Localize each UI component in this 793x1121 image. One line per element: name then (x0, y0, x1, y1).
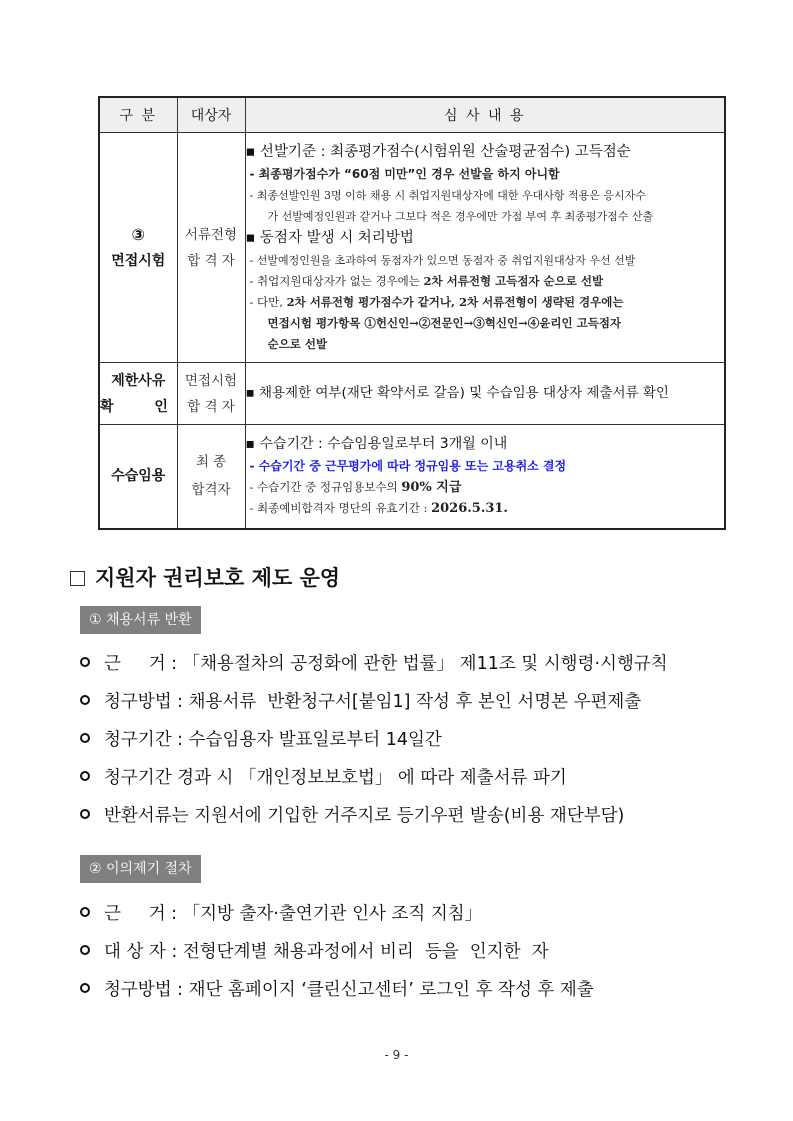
row-content (245, 133, 725, 363)
list-item (80, 728, 442, 752)
content-line (246, 250, 725, 271)
section-heading (70, 562, 340, 592)
circle-bullet-icon (80, 657, 90, 667)
header-category: 구 분 (99, 97, 177, 133)
review-table (98, 96, 726, 530)
header-content: 심 사 내 용 (245, 97, 725, 133)
line-bold: 90% 지급 (401, 480, 462, 496)
header-target: 대상자 (177, 97, 245, 133)
content-line: 면접시험 평가항목 ①헌신인→②전문인→③혁신인→④윤리인 고득점자 (267, 315, 622, 330)
content-line: ▪ 채용제한 여부(재단 확약서로 갈음) 및 수습임용 대상자 제출서류 확인 (245, 385, 669, 401)
list-item (80, 690, 641, 714)
checkbox-square-icon (70, 571, 85, 586)
content-line: ▪ 선발기준 : 최종평가점수(시험위원 산술평균점수) 고득점순 (245, 143, 631, 160)
circle-bullet-icon (80, 809, 90, 819)
list-item (80, 804, 624, 828)
list-item (80, 652, 668, 676)
target-line: 합 격 자 (187, 252, 235, 269)
content-line: ▪ 수습기간 : 수습임용일로부터 3개월 이내 (245, 436, 508, 453)
list-item (80, 978, 594, 1002)
target-line: 최 종 (195, 454, 227, 471)
item-text: 청구기간 : 수습임용자 발표일로부터 14일간 (104, 730, 442, 750)
line-bold: 2차 서류전형 고득점자 순으로 선발 (423, 273, 604, 288)
target-line: 면접시험 (184, 372, 238, 389)
circle-bullet-icon (80, 771, 90, 781)
line-text: - 다만, (249, 294, 287, 309)
target-line: 합격자 (191, 482, 231, 499)
circle-bullet-icon (80, 733, 90, 743)
line-text: - 최종예비합격자 명단의 유효기간 : (249, 501, 432, 516)
subsection-tag: ① 채용서류 반환 (80, 606, 201, 634)
content-line: - 수습기간 중 근무평가에 따라 정규임용 또는 고용취소 결정 (249, 459, 567, 474)
item-text: 청구방법 : 채용서류 반환청구서[붙임1] 작성 후 본인 서명본 우편제출 (104, 692, 642, 712)
list-item (80, 902, 482, 926)
list-item (80, 940, 549, 964)
line-bold: 2026.5.31. (431, 501, 508, 517)
content-line (246, 498, 725, 519)
table-row (99, 363, 725, 425)
content-line (246, 477, 725, 498)
circle-bullet-icon (80, 907, 90, 917)
row-category (99, 425, 177, 529)
subsection-tag: ② 이의제기 절차 (80, 855, 201, 883)
item-text: 근 거 : 「지방 출자·출연기관 인사 조직 지침」 (104, 904, 483, 924)
line-text: - 선발예정인원을 초과하여 동점자가 있으면 동점자 중 취업지원대상자 우선 선발 (249, 253, 636, 267)
content-line (246, 271, 725, 292)
row-target (177, 133, 245, 363)
table-row (99, 425, 725, 529)
content-line (246, 292, 725, 313)
category-line: 수습임용 (111, 468, 166, 485)
category-line: ③ (131, 224, 146, 244)
item-text: 대 상 자 : 전형단계별 채용과정에서 비리 등을 인지한 자 (104, 942, 549, 962)
list-item (80, 766, 567, 790)
row-category (99, 363, 186, 425)
content-line: 가 선발예정인원과 같거나 그보다 적은 경우에만 가점 부여 후 최종평가점수 산출 (267, 209, 654, 223)
row-content (245, 425, 725, 529)
category-line: 면접시험 (111, 252, 166, 269)
line-text: - 취업지원대상자가 없는 경우에는 (249, 273, 424, 288)
circle-bullet-icon (80, 983, 90, 993)
section-title: 지원자 권리보호 제도 운영 (95, 566, 341, 590)
row-target (177, 363, 245, 425)
item-text: 청구기간 경과 시 「개인정보보호법」 에 따라 제출서류 파기 (104, 768, 567, 788)
item-text: 청구방법 : 재단 홈페이지 ‘클린신고센터’ 로그인 후 작성 후 제출 (104, 980, 594, 1000)
content-line: ▪ 동점자 발생 시 처리방법 (245, 229, 414, 246)
item-text: 반환서류는 지원서에 기입한 거주지로 등기우편 발송(비용 재단부담) (104, 806, 625, 826)
circle-bullet-icon (80, 695, 90, 705)
target-line: 서류전형 (184, 226, 238, 243)
page-number: - 9 - (384, 1048, 409, 1062)
line-text: - 수습기간 중 정규임용보수의 (249, 480, 402, 495)
content-line: 순으로 선발 (267, 336, 328, 351)
row-content (245, 363, 725, 425)
content-line: - 최종선발인원 3명 이하 채용 시 취업지원대상자에 대한 우대사항 적용은 응시자수 (249, 188, 646, 202)
content-line: - 최종평가점수가 “60점 미만”인 경우 선발을 하지 아니함 (249, 166, 560, 181)
item-text: 근 거 : 「채용절차의 공정화에 관한 법률」 제11조 및 시행령·시행규칙 (104, 654, 668, 674)
table-header-row (99, 97, 725, 133)
table-row (99, 133, 725, 363)
line-bold: 2차 서류전형 평가점수가 같거나, 2차 서류전형이 생략된 경우에는 (286, 294, 624, 309)
circle-bullet-icon (80, 945, 90, 955)
row-target (177, 425, 245, 529)
row-category (99, 133, 177, 363)
target-line: 합 격 자 (187, 398, 235, 415)
category-line: 제한사유 (111, 372, 166, 389)
category-line: 확 인 (100, 398, 186, 415)
